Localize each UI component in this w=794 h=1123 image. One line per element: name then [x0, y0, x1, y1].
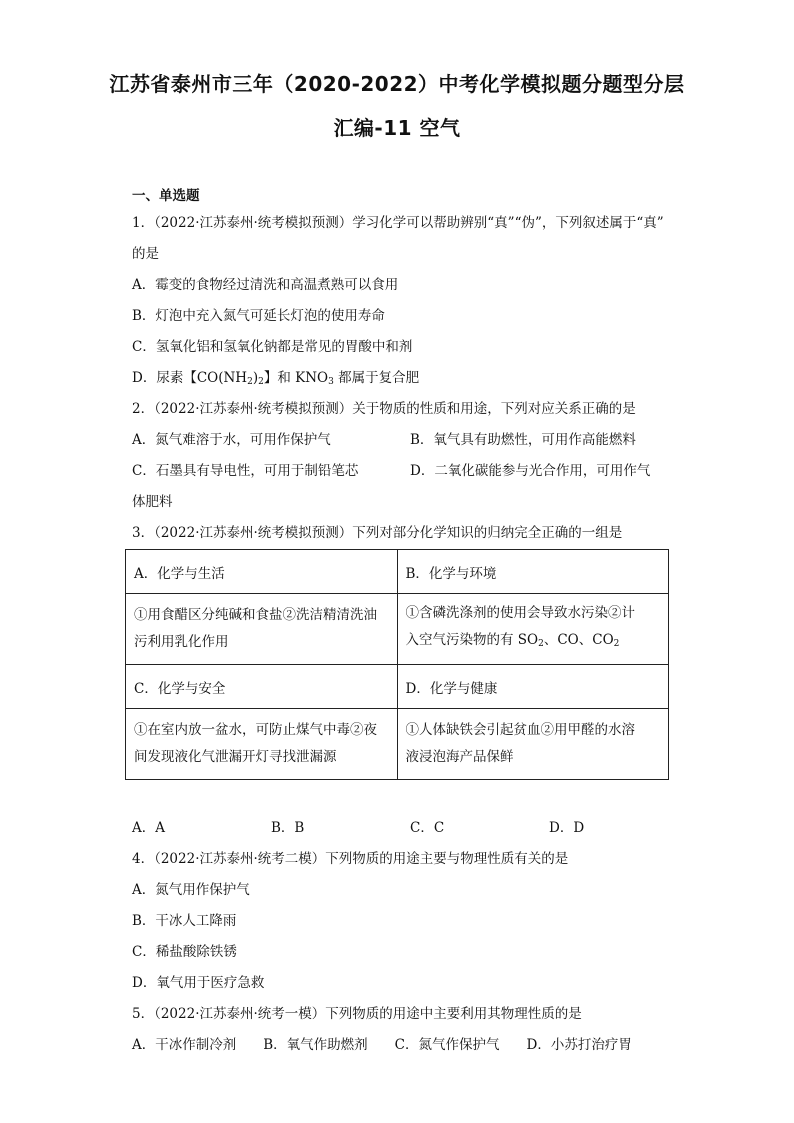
q1-option-d: D．尿素【$CO(NH_2)_2$】和 $KNO_3$ 都属于复合肥 [132, 370, 420, 387]
q1-option-c: C．氢氧化铝和氢氧化钠都是常见的胃酸中和剂 [132, 339, 413, 355]
q3-table [125, 549, 669, 780]
q3-cell-b-body: ①含磷洗涤剂的使用会导致水污染②计 入空气污染物的有 $SO_2$、CO、$CO_2$ [397, 594, 669, 665]
q4-option-d: D．氧气用于医疗急救 [132, 975, 265, 991]
q4-option-b: B．干冰人工降雨 [132, 913, 237, 929]
q3-cell-b-head: B．化学与环境 [397, 550, 669, 594]
q2-option-a: A．氮气难溶于水，可用作保护气 [132, 432, 331, 448]
q2-option-b: B．氧气具有助燃性，可用作高能燃料 [410, 432, 636, 448]
q3-answer-b: B．B [271, 820, 305, 836]
q2-option-d-line1: D．二氧化碳能参与光合作用，可用作气 [410, 463, 651, 479]
q5-options: A．干冰作制冷剂 B．氧气作助燃剂 C．氮气作保护气 D．小苏打治疗胃 [132, 1037, 632, 1053]
q3-cell-d-head: D．化学与健康 [397, 665, 669, 709]
q3-answer-a: A．A [132, 820, 165, 836]
q1-stem-line1: 1．（2022·江苏泰州·统考模拟预测）学习化学可以帮助辨别“真”“伪”，下列叙述属于“真” [132, 215, 664, 231]
section-heading: 一、单选题 [132, 188, 200, 204]
q3-answer-c: C．C [410, 820, 445, 836]
doc-title-line1: 江苏省泰州市三年（2020-2022）中考化学模拟题分题型分层 [109, 72, 685, 96]
q5-stem: 5．（2022·江苏泰州·统考一模）下列物质的用途中主要利用其物理性质的是 [132, 1006, 582, 1022]
q1-stem-line2: 的是 [132, 246, 159, 262]
q4-option-a: A．氮气用作保护气 [132, 882, 250, 898]
q2-stem: 2．（2022·江苏泰州·统考模拟预测）关于物质的性质和用途，下列对应关系正确的是 [132, 401, 636, 417]
q3-cell-a-head: A．化学与生活 [126, 550, 398, 594]
q3-cell-c-body: ①在室内放一盆水，可防止煤气中毒②夜 间发现液化气泄漏开灯寻找泄漏源 [126, 709, 398, 780]
q1-option-a: A．霉变的食物经过清洗和高温煮熟可以食用 [132, 277, 399, 293]
q2-option-d-line2: 体肥料 [132, 494, 173, 510]
q4-stem: 4．（2022·江苏泰州·统考二模）下列物质的用途主要与物理性质有关的是 [132, 851, 569, 867]
q4-option-c: C．稀盐酸除铁锈 [132, 944, 237, 960]
q3-cell-d-body: ①人体缺铁会引起贫血②用甲醛的水溶 液浸泡海产品保鲜 [397, 709, 669, 780]
q3-cell-a-body: ①用食醋区分纯碱和食盐②洗洁精清洗油 污利用乳化作用 [126, 594, 398, 665]
q3-answer-d: D．D [549, 820, 585, 836]
q3-stem: 3．（2022·江苏泰州·统考模拟预测）下列对部分化学知识的归纳完全正确的一组是 [132, 525, 623, 541]
q2-option-c: C．石墨具有导电性，可用于制铅笔芯 [132, 463, 359, 479]
q3-cell-c-head: C．化学与安全 [126, 665, 398, 709]
q1-option-b: B．灯泡中充入氮气可延长灯泡的使用寿命 [132, 308, 385, 324]
doc-title-line2: 汇编-11 空气 [333, 116, 461, 140]
